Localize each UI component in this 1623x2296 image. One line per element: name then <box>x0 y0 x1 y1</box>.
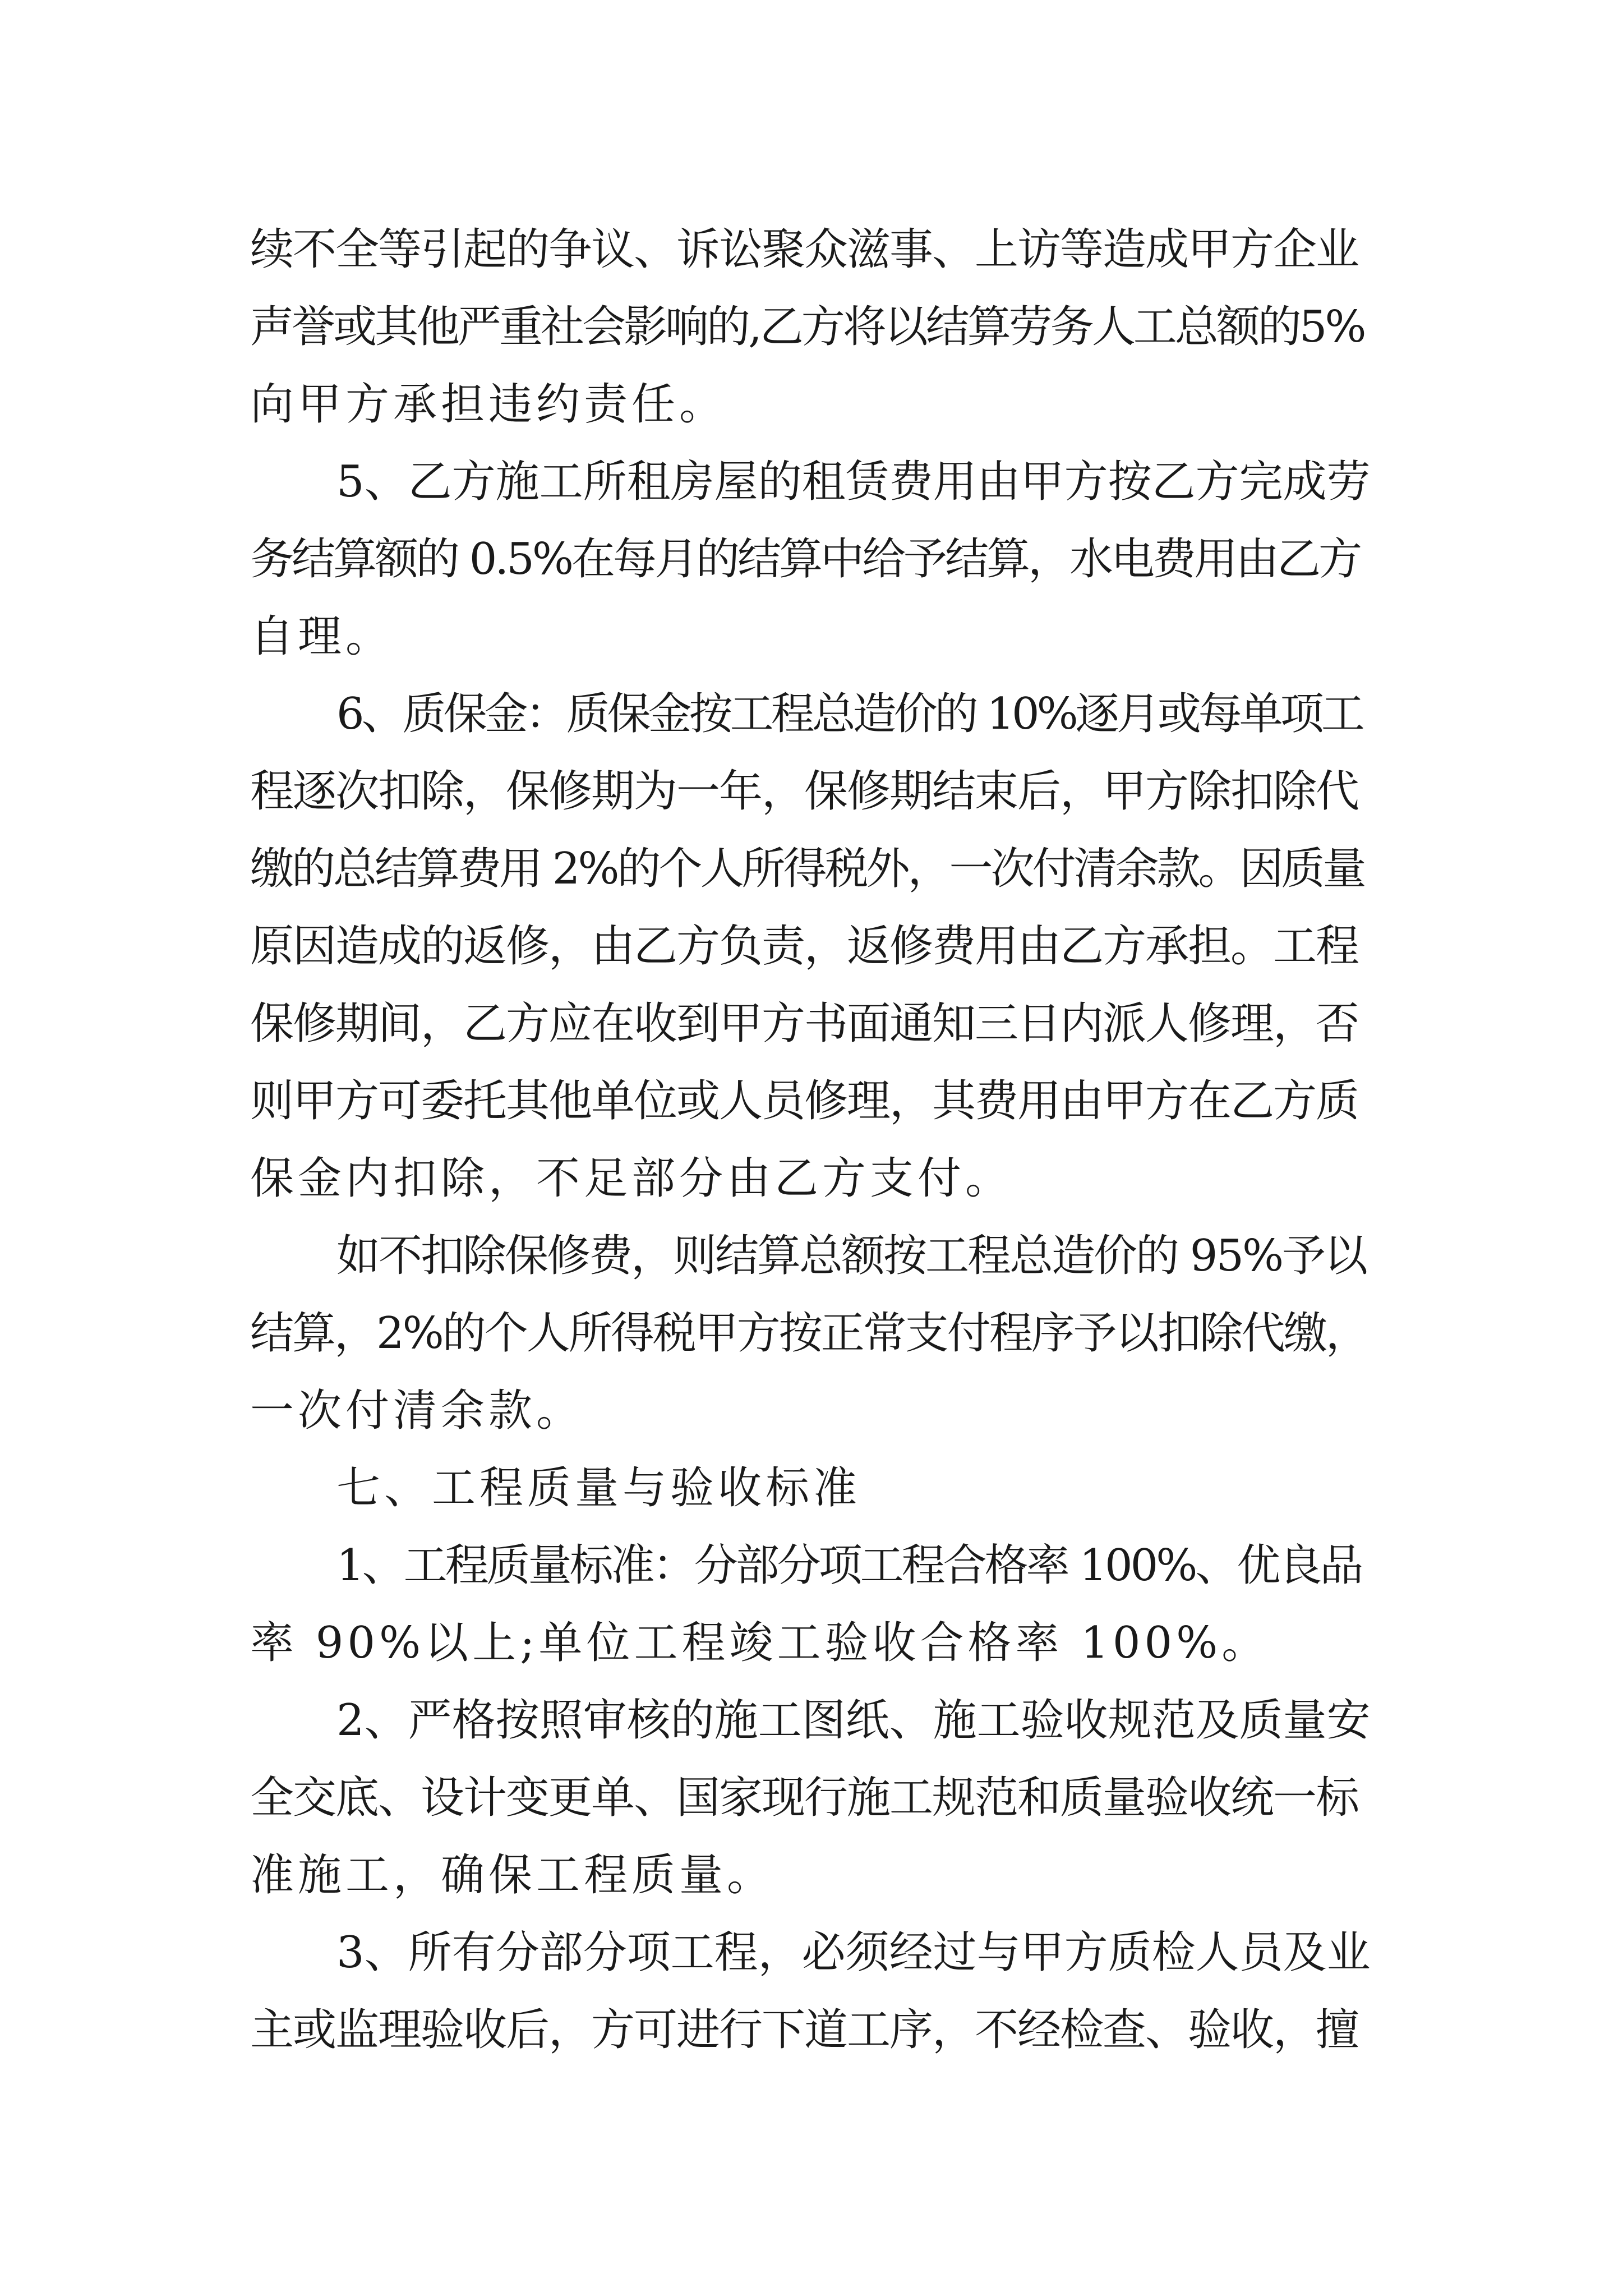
paragraph-start: 如不扣除保修费，则结算总额按工程总造价的 95%予以 <box>336 1231 1367 1281</box>
text-line: 准施工，确保工程质量。 <box>250 1850 775 1901</box>
text-line: 结算，2%的个人所得税甲方按正常支付程序予以扣除代缴， <box>250 1308 1368 1359</box>
section-heading: 七、工程质量与验收标准 <box>336 1463 861 1513</box>
paragraph-start: 5、乙方施工所租房屋的租赁费用由甲方按乙方完成劳 <box>336 457 1371 507</box>
paragraph-start: 1、工程质量标准：分部分项工程合格率 100%、优良品 <box>336 1540 1362 1591</box>
text-line: 缴的总结算费用 2%的个人所得税外，一次付清余款。因质量 <box>250 844 1364 894</box>
text-line: 自理。 <box>250 611 394 662</box>
text-line: 续不全等引起的争议、诉讼聚众滋事、上访等造成甲方企业 <box>250 224 1359 275</box>
text-line: 务结算额的 0.5%在每月的结算中给予结算，水电费用由乙方 <box>250 534 1360 585</box>
text-line: 主或监理验收后，方可进行下道工序，不经检查、验收，擅 <box>250 2005 1359 2055</box>
text-line: 率 90%以上;单位工程竣工验收合格率 100%。 <box>250 1618 1270 1668</box>
text-line: 保修期间，乙方应在收到甲方书面通知三日内派人修理，否 <box>250 999 1359 1049</box>
text-line: 原因造成的返修，由乙方负责，返修费用由乙方承担。工程 <box>250 921 1359 972</box>
paragraph-start: 6、质保金：质保金按工程总造价的 10%逐月或每单项工 <box>336 689 1362 739</box>
text-line: 向甲方承担违约责任。 <box>250 379 727 430</box>
text-line: 保金内扣除，不足部分由乙方支付。 <box>250 1153 1013 1204</box>
text-line: 程逐次扣除，保修期为一年，保修期结束后，甲方除扣除代 <box>250 766 1359 817</box>
paragraph-start: 3、所有分部分项工程，必须经过与甲方质检人员及业 <box>336 1927 1371 1978</box>
text-line: 则甲方可委托其他单位或人员修理，其费用由甲方在乙方质 <box>250 1076 1359 1126</box>
text-line: 全交底、设计变更单、国家现行施工规范和质量验收统一标 <box>250 1773 1359 1823</box>
paragraph-start: 2、严格按照审核的施工图纸、施工验收规范及质量安 <box>336 1695 1371 1746</box>
text-line: 一次付清余款。 <box>250 1386 584 1436</box>
text-line: 声誉或其他严重社会影响的,乙方将以结算劳务人工总额的5% <box>250 302 1364 352</box>
